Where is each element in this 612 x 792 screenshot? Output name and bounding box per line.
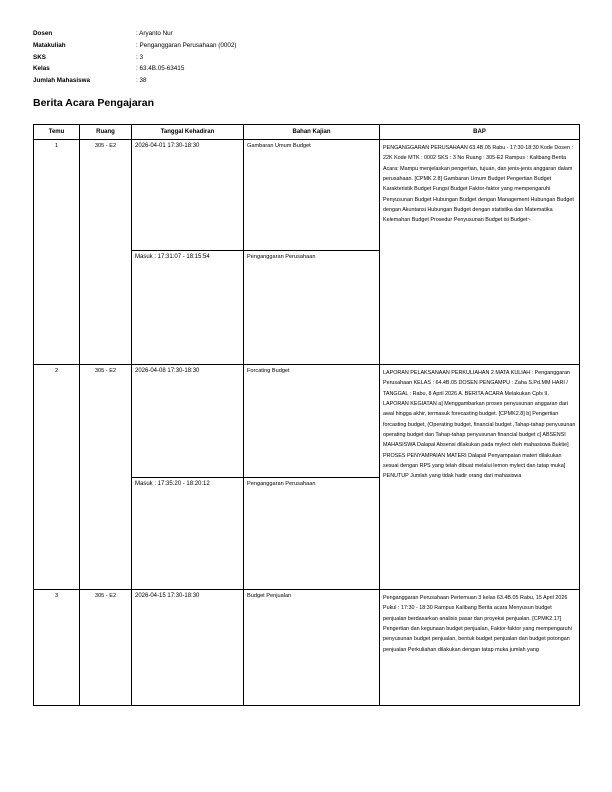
bap-text: PENGANGGARAN PERUSAHAAN 63.4B.05 Rabu - 17:30-18:30 Kode Dosen : 22K Kode MTK : 0002 SKS : 3 No Ruang : 305-E2 Rampus : Kalibang Berita Acara: Mampu menjelaskan pengertian, tujuan, dan jenis-jenis anggaran dalam perusahaan. [CPMK 2.8] Gambaran Umum Budget Pengertian Budget Karakteristik Budget Fungsi Budget Faktor-faktor yang mempengaruhi Penyusunan Budget Hubungan Budget dengan Management Hubungan Budget dengan Akuntansi Hubungan Budget dengan statistika dan Matematika Kelemahan Budget Prosedur Penyusunan Budget isi Budget~ (383, 145, 574, 224)
info-label: Dosen (33, 30, 53, 37)
column-header-bahan: Bahan Kajian (244, 125, 380, 140)
bahan-cell: Penganggaran Perusahaan (244, 478, 380, 590)
info-row-jumlah-mahasiswa (33, 75, 236, 87)
bap-text: LAPORAN PELAKSANAAN PERKULIAHAN 2 MATA KULIAH : Penganggaran Perusahaan KELAS : 64.4B.05 DOSEN PENGAMPU : Zaha S.Pd.MM HARI / TANGGAL : Rabu, 8 April 2026 A. BERITA ACARA Melakukan Cpls II. LAPORAN KEGIATAN a] Menggambarkan proses penyusunan anggaran dari awal hingga akhir, termasuk forecasting budget. [CPMK2.8] b] Pengertian forcasting budget, (Operating budget, financial budget ,Tahap-tahap penyusunan operating budget dan Tahap-tahap penyusunan financial budget c] ABSENSI MAHASISWA Dalapal Absensi dilakukan pada mylect oleh mahasiswa Buktie] PROSES PENYAMPAIAN MATERI Dalapal Penyampaian materi dilakukan sesuai dengan RPS yang telah dibuat melalui lemon mylect dan tatap muka] PENUTUP Jumlah yang tidak hadir orang dari mahasiswa (383, 370, 576, 480)
bahan-cell: Budget Penjualan (244, 590, 380, 706)
column-header-tanggal: Tanggal Kehadiran (132, 125, 244, 140)
info-row-kelas (33, 63, 236, 75)
info-label: SKS (33, 53, 46, 61)
table-row (34, 365, 580, 478)
section-title: Berita Acara Pengajaran (33, 97, 155, 109)
info-label: Matakuliah (33, 41, 66, 49)
temu-cell: 1 (34, 140, 80, 365)
course-info (33, 28, 236, 87)
info-row-dosen (33, 28, 236, 40)
bap-cell (380, 590, 580, 706)
bap-text: Penganggaran Perusahaan Pertemuan 3 kelas 63.4B.05 Rabu, 15 April 2026 Pukul : 17:30 - 18:30 Rampus Kalibang Berita acara Menyusun budget penjualan berdasarkan analisis pasar dan proyeksi penjualan. [CPMK2.17] Pengertian dan kegunaan budget penjualan, Faktor-faktor yang mempengaruhi penyusunan budget penjualan, bentuk budget penjualan dan budget potongan penjualan Perkuliahan dilakukan dengan tatap muka jumlah yang (383, 595, 572, 653)
info-row-matakuliah (33, 40, 236, 52)
tanggal-cell: Masuk : 17:35:20 - 18:20:12 (132, 478, 244, 590)
table-header-row (34, 125, 580, 140)
ruang-cell: 305 - E2 (80, 140, 132, 365)
bap-cell (380, 140, 580, 365)
bahan-cell: Forcating Budget (244, 365, 380, 478)
info-value: : Penganggaran Perusahaan (0002) (136, 41, 237, 49)
info-value: : 3 (136, 53, 144, 61)
ruang-cell: 305 - E2 (80, 590, 132, 706)
info-value: : 63.4B.05-63415 (136, 65, 185, 73)
bap-table (33, 124, 580, 706)
table-row (34, 140, 580, 251)
info-row-sks (33, 52, 236, 64)
ruang-cell: 305 - E2 (80, 365, 132, 590)
info-value: : 38 (136, 77, 147, 85)
column-header-temu: Temu (34, 125, 80, 140)
temu-cell: 3 (34, 590, 80, 706)
tanggal-cell: 2026-04-01 17:30-18:30 (132, 140, 244, 251)
info-label: Kelas (33, 65, 50, 73)
temu-cell: 2 (34, 365, 80, 590)
table-row (34, 590, 580, 706)
info-value: : Aryanto Nur (136, 30, 173, 37)
tanggal-cell: 2026-04-08 17:30-18:30 (132, 365, 244, 478)
tanggal-cell: 2026-04-15 17:30-18:30 (132, 590, 244, 706)
bap-cell (380, 365, 580, 590)
bahan-cell: Penganggaran Perusahaan (244, 251, 380, 365)
tanggal-cell: Masuk : 17:31:07 - 18:15:54 (132, 251, 244, 365)
bahan-cell: Gambaran Umum Budget (244, 140, 380, 251)
info-label: Jumlah Mahasiswa (33, 77, 91, 85)
column-header-ruang: Ruang (80, 125, 132, 140)
column-header-bap: BAP (380, 125, 580, 140)
